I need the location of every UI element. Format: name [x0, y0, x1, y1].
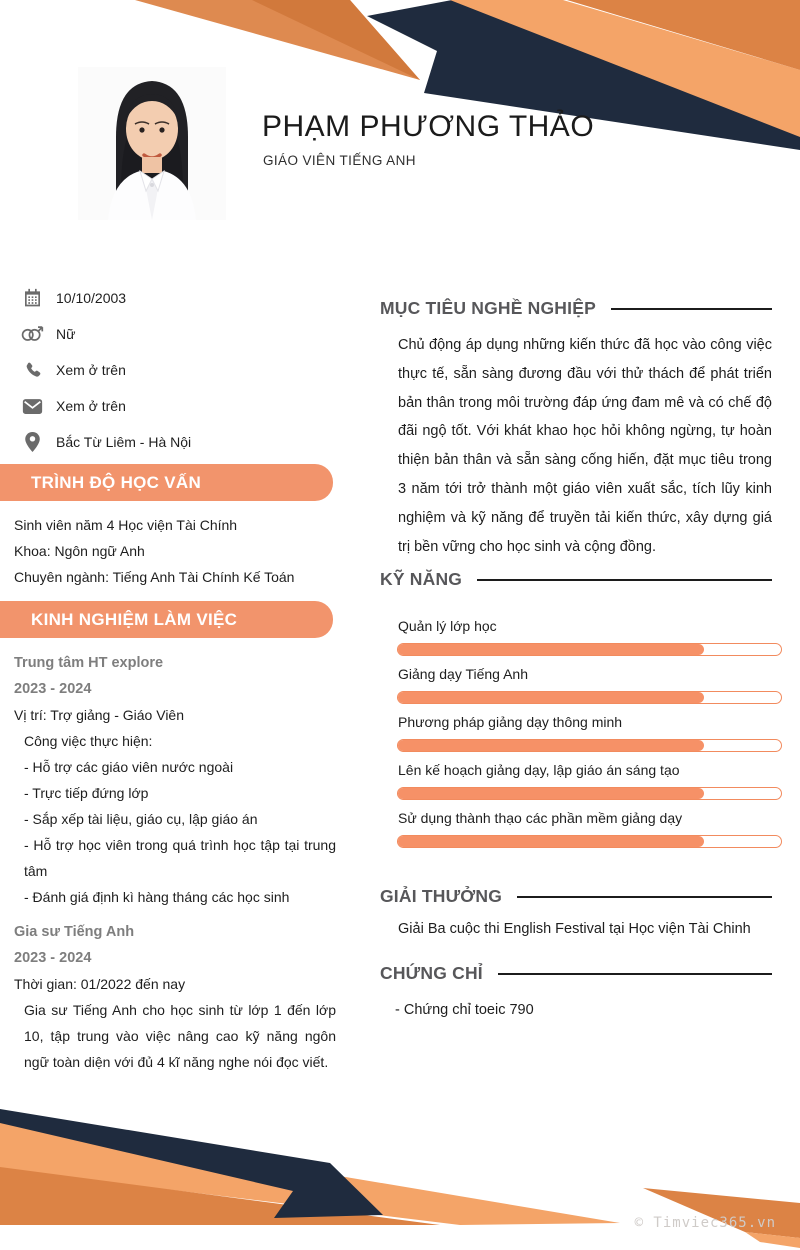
site-watermark: © Timviec365.vn: [634, 1215, 776, 1231]
skills-list: [398, 612, 772, 852]
calendar-icon: [20, 287, 44, 309]
heading-rule: [517, 896, 772, 898]
objective-text: Chủ động áp dụng những kiến thức đã học vào công việc thực tế, sẵn sàng đương đầu với thử thách để phát triển bản thân trong môi trường đáp ứng đam mê và có chế độ đãi ngộ tốt. Với khát khao học hỏi không ngừng, tự hoàn thiện bản thân và sẵn sàng cống hiến, đặt mục tiêu trong 3 năm tới trở thành một giáo viên xuất sắc, tích lũy kinh nghiệm và kỹ năng để truyền tải kiến thức, xây dựng giá trị bền vững cho học sinh và cộng đồng.: [398, 337, 772, 555]
skills-section-header: [380, 569, 772, 590]
address-value: Bắc Từ Liêm - Hà Nội: [56, 434, 192, 450]
job-entry: [14, 919, 336, 1075]
job-bullet: - Trực tiếp đứng lớp: [24, 785, 149, 801]
heading-rule: [477, 579, 772, 581]
experience-content: [14, 650, 336, 1075]
skill-bar-track: [397, 691, 782, 704]
contact-row-phone: [20, 352, 340, 388]
experience-heading-banner: [0, 601, 333, 638]
skill-item: [398, 660, 772, 708]
certificates-heading: CHỨNG CHỈ: [380, 963, 483, 983]
job-time: Thời gian: 01/2022 đến nay: [14, 976, 186, 992]
job-position: Vị trí: Trợ giảng - Giáo Viên: [14, 707, 184, 723]
award-item: Giải Ba cuộc thi English Festival tại Học viện Tài Chinh: [398, 921, 751, 937]
job-bullet: - Hỗ trợ học viên trong quá trình học tập tại trung tâm: [24, 837, 336, 879]
job-intro: Công việc thực hiện:: [24, 733, 153, 749]
skills-heading: KỸ NĂNG: [380, 569, 463, 589]
phone-icon: [20, 359, 44, 381]
skill-bar-track: [397, 643, 782, 656]
birthday-value: 10/10/2003: [56, 290, 127, 306]
job-period: 2023 - 2024: [14, 681, 92, 697]
skill-bar-fill: [398, 740, 704, 751]
profile-photo: [78, 67, 226, 220]
contact-row-email: [20, 388, 340, 424]
candidate-name: PHẠM PHƯƠNG THẢO: [262, 110, 595, 143]
objective-section-header: [380, 298, 772, 319]
skill-label: Sử dụng thành thạo các phần mềm giảng dạy: [398, 810, 683, 826]
job-entry: [14, 650, 336, 910]
candidate-title: GIÁO VIÊN TIẾNG ANH: [263, 153, 416, 168]
job-bullets: [14, 754, 336, 910]
education-line: Sinh viên năm 4 Học viện Tài Chính: [14, 517, 238, 533]
certificate-item: - Chứng chỉ toeic 790: [395, 1002, 534, 1018]
contact-row-address: [20, 424, 340, 460]
skill-bar-track: [397, 739, 782, 752]
gender-icon: [20, 323, 44, 345]
gender-value: Nữ: [56, 326, 76, 342]
skill-bar-fill: [398, 644, 704, 655]
skill-bar-track: [397, 787, 782, 800]
heading-rule: [498, 973, 772, 975]
skill-label: Phương pháp giảng dạy thông minh: [398, 714, 623, 730]
job-period: 2023 - 2024: [14, 950, 92, 966]
skill-bar-track: [397, 835, 782, 848]
mail-icon: [20, 395, 44, 417]
job-bullet: - Đánh giá định kì hàng tháng các học sinh: [24, 889, 290, 905]
skill-item: [398, 612, 772, 660]
awards-heading: GIẢI THƯỞNG: [380, 886, 503, 906]
skill-item: [398, 708, 772, 756]
skill-bar-fill: [398, 788, 704, 799]
phone-value: Xem ở trên: [56, 362, 126, 378]
job-description: Gia sư Tiếng Anh cho học sinh từ lớp 1 đến lớp 10, tập trung vào việc nâng cao kỹ năng ngôn ngữ toàn diện với đủ 4 kĩ năng nghe nói đọc viết.: [24, 1002, 336, 1070]
contact-section: [20, 280, 340, 460]
skill-label: Giảng dạy Tiếng Anh: [398, 666, 528, 682]
contact-row-birthday: [20, 280, 340, 316]
education-heading-banner: [0, 464, 333, 501]
skill-bar-fill: [398, 836, 704, 847]
location-icon: [20, 431, 44, 453]
education-line: Chuyên ngành: Tiếng Anh Tài Chính Kế Toán: [14, 569, 295, 585]
contact-row-gender: [20, 316, 340, 352]
skill-label: Quản lý lớp học: [398, 618, 497, 634]
email-value: Xem ở trên: [56, 398, 126, 414]
job-company: Trung tâm HT explore: [14, 655, 164, 671]
skill-item: [398, 756, 772, 804]
skill-item: [398, 804, 772, 852]
certificates-section-header: [380, 963, 772, 984]
skill-bar-fill: [398, 692, 704, 703]
awards-section-header: [380, 886, 772, 907]
experience-heading: KINH NGHIỆM LÀM VIỆC: [31, 610, 238, 629]
education-content: [14, 512, 336, 590]
job-bullet: - Hỗ trợ các giáo viên nước ngoài: [24, 759, 234, 775]
education-line: Khoa: Ngôn ngữ Anh: [14, 543, 145, 559]
job-bullet: - Sắp xếp tài liệu, giáo cụ, lập giáo án: [24, 811, 258, 827]
objective-heading: MỤC TIÊU NGHỀ NGHIỆP: [380, 298, 596, 318]
job-company: Gia sư Tiếng Anh: [14, 924, 135, 940]
skill-label: Lên kế hoạch giảng dạy, lập giáo án sáng tạo: [398, 762, 680, 778]
education-heading: TRÌNH ĐỘ HỌC VẤN: [31, 473, 202, 492]
heading-rule: [611, 308, 772, 310]
